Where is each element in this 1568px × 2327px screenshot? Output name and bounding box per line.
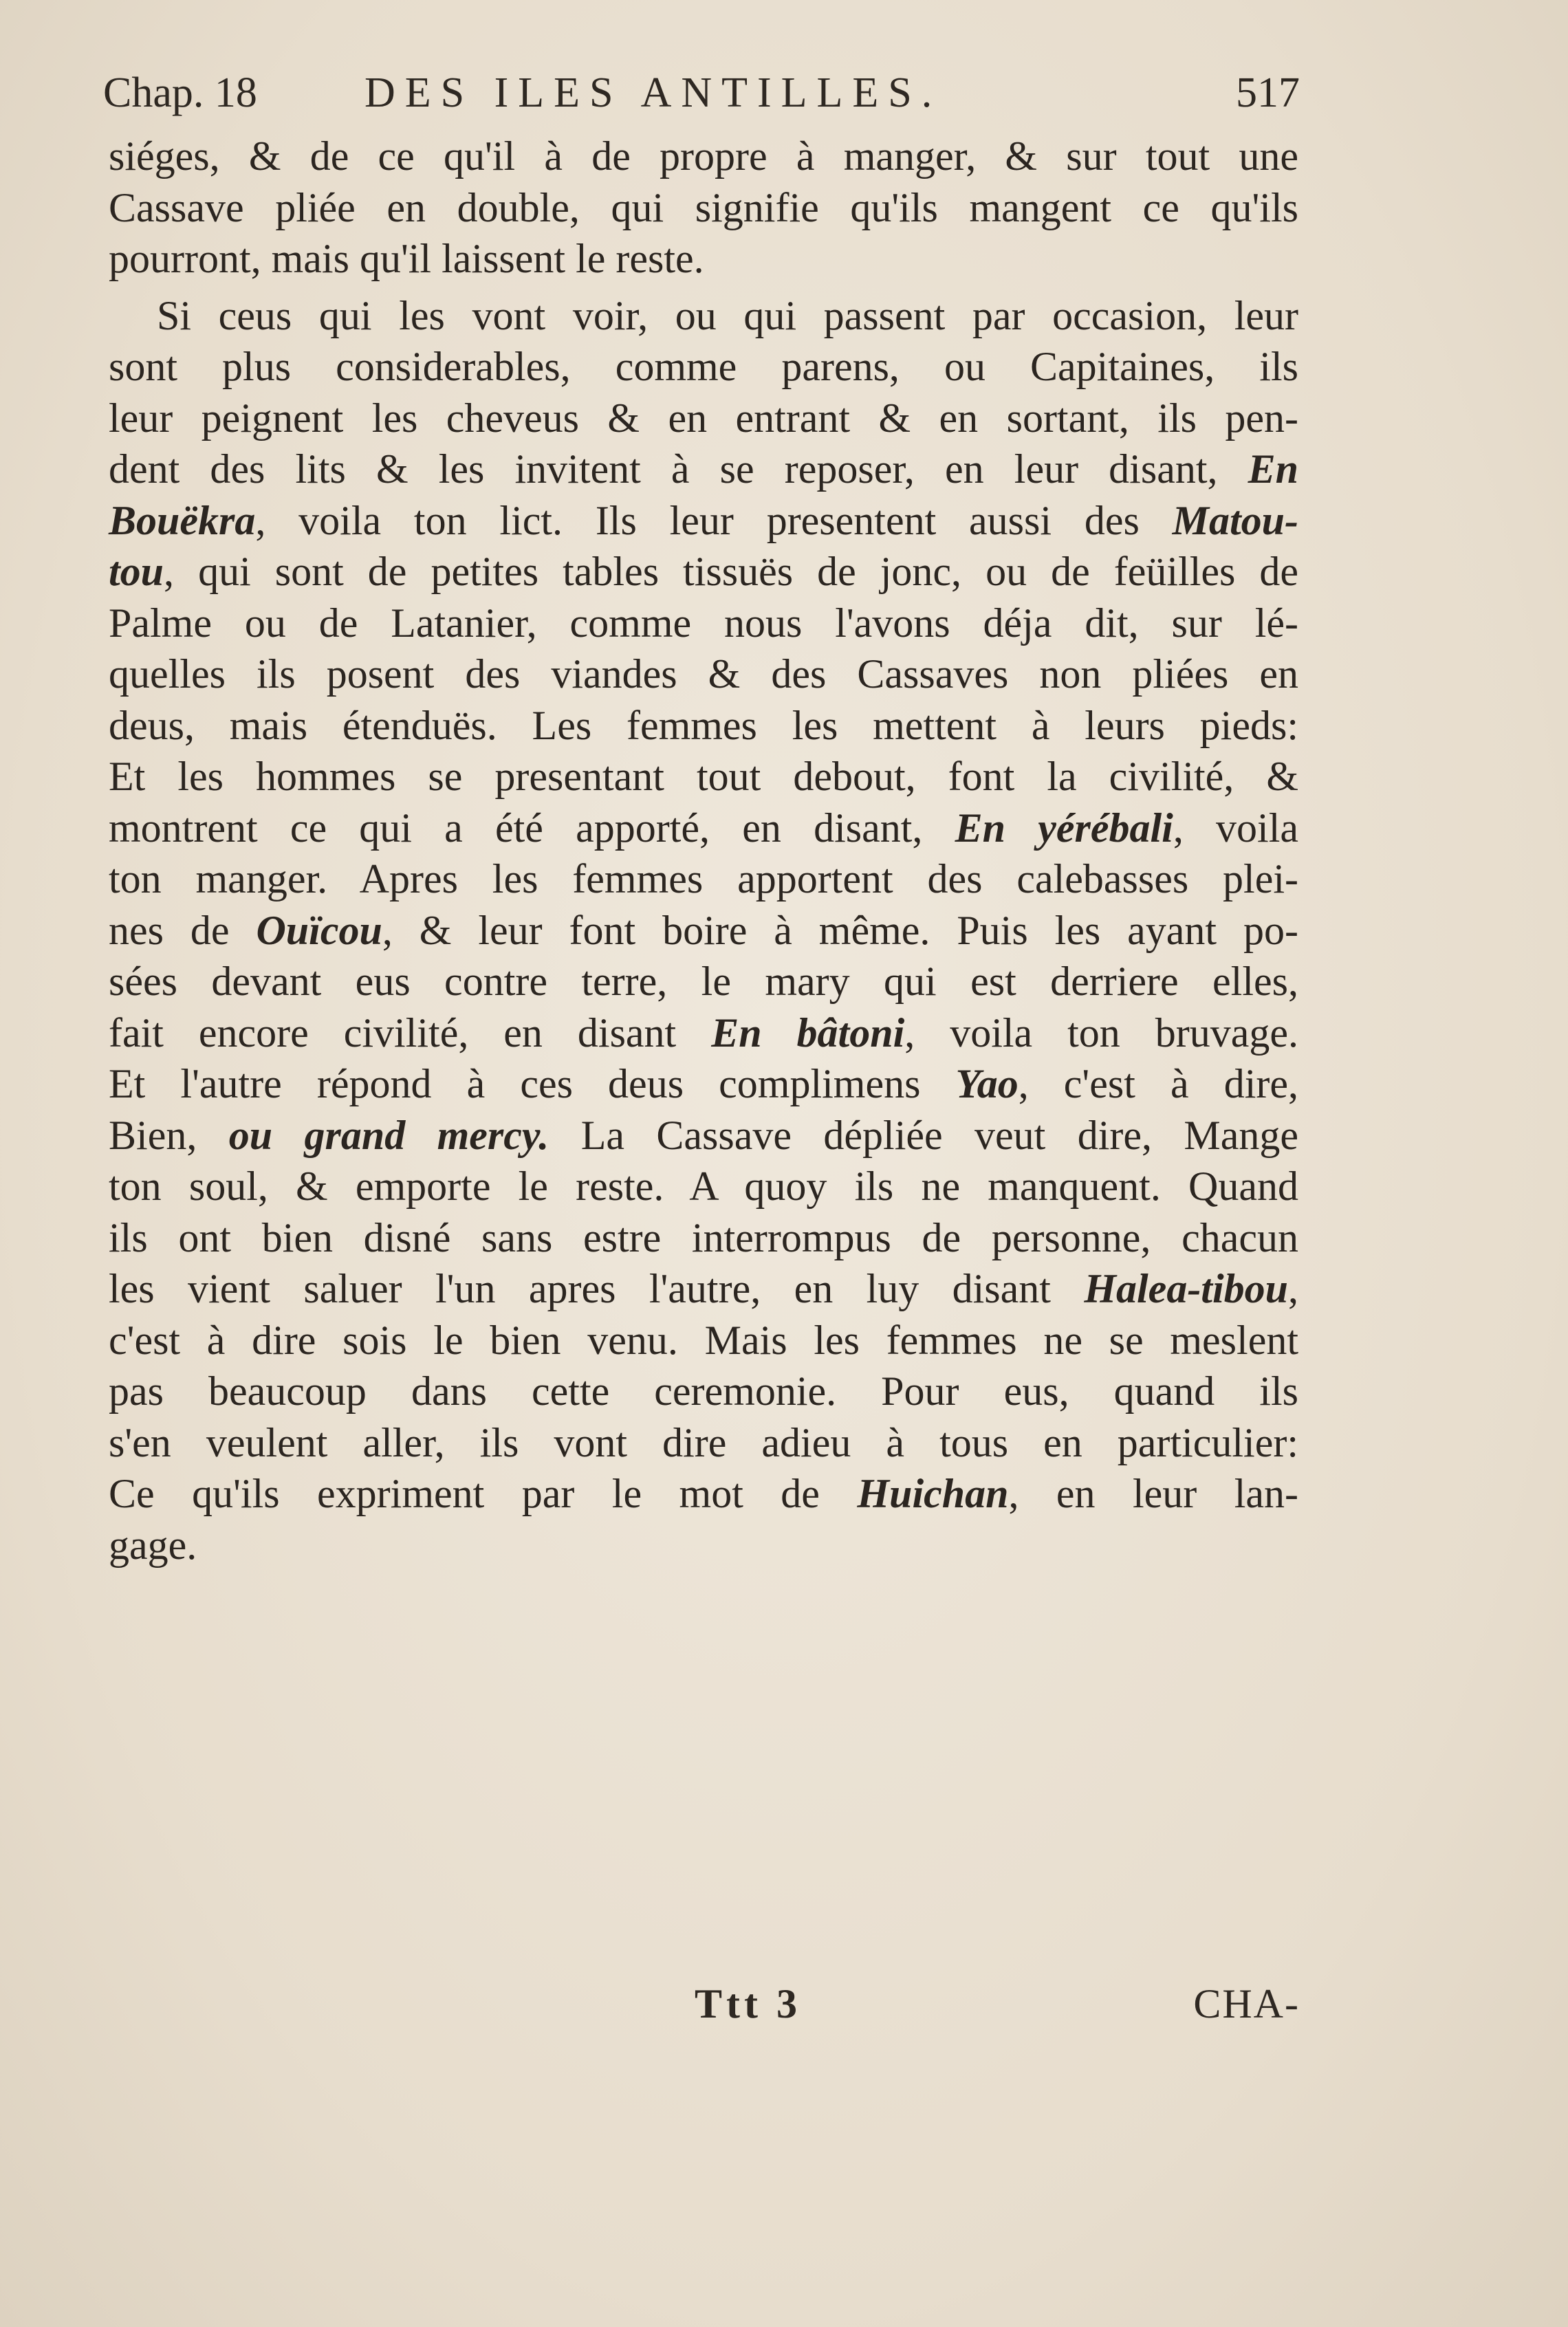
text-run: , voila ton bruvage. [904, 1009, 1299, 1056]
ghost-block [96, 1582, 1307, 1631]
text-line [109, 444, 1298, 495]
running-header [103, 69, 1300, 124]
text-run: La Cassave dépliée veut dire, Mange [580, 1112, 1299, 1158]
carib-word: Matou- [1172, 497, 1298, 543]
page-number: 517 [1236, 69, 1300, 116]
text-line [109, 1110, 1298, 1161]
text-run: , en leur lan- [1008, 1471, 1299, 1516]
text-run: , c'est à dire, [1018, 1061, 1299, 1106]
text-line [109, 1058, 1298, 1110]
carib-word: En yérébali [955, 805, 1173, 851]
body-text [109, 131, 1298, 1571]
text-run: Ce qu'ils expriment par le mot de [109, 1471, 820, 1516]
text-line: sont plus considerables, comme parens, ou Capitaines, ils [109, 344, 1298, 389]
text-line [109, 802, 1298, 854]
text-run: , qui sont de petites tables tissuës de jonc, ou de feüilles de [164, 549, 1298, 594]
carib-word: Ouïcou [256, 907, 382, 953]
catchword: CHA- [1193, 1981, 1300, 2026]
carib-word: Bouëkra [109, 497, 256, 543]
carib-word: Huichan [857, 1471, 1009, 1516]
text-line: Si ceus qui les vont voir, ou qui passent par occasion, leur [157, 292, 1298, 338]
text-line: Cassave pliée en double, qui signifie qu'ils mangent ce qu'ils [109, 184, 1298, 230]
chapter-label: Chap. 18 [103, 69, 257, 116]
text-run: , & leur font boire à même. Puis les ayant po- [382, 907, 1298, 953]
signature-mark: Ttt 3 [695, 1981, 801, 2026]
text-run: , [1288, 1266, 1299, 1311]
text-run: fait encore civilité, en disant [109, 1009, 677, 1056]
text-line: Palme ou de Latanier, comme nous l'avons déja dit, sur lé- [109, 600, 1298, 646]
carib-word: Halea-tibou [1084, 1266, 1289, 1311]
text-line: c'est à dire sois le bien venu. Mais les femmes ne se meslent [109, 1317, 1298, 1363]
text-run: montrent ce qui a été apporté, en disant, [109, 805, 923, 851]
text-line: leur peignent les cheveus & en entrant & en sortant, ils pen- [109, 395, 1298, 441]
text-line: quelles ils posent des viandes & des Cassaves non pliées en [109, 651, 1298, 697]
text-line: Et les hommes se presentant tout debout, font la civilité, & [109, 754, 1298, 799]
text-line [109, 495, 1298, 547]
text-run: les vient saluer l'un apres l'autre, en luy disant [109, 1266, 1051, 1311]
text-run: Bien, [109, 1112, 197, 1158]
text-run: , voila [1173, 805, 1299, 851]
text-run: Et l'autre répond à ces deus complimens [109, 1061, 921, 1106]
page-footer [103, 1980, 1300, 2035]
text-run: dent des lits & les invitent à se reposer, en leur disant, [109, 446, 1218, 492]
text-line [109, 1468, 1298, 1520]
bleed-through-shadow [96, 1582, 1307, 1631]
text-line: ils ont bien disné sans estre interrompus de personne, chacun [109, 1214, 1298, 1260]
text-line: siéges, & de ce qu'il à de propre à manger, & sur tout une [109, 133, 1298, 179]
italic-phrase: ou grand mercy. [228, 1112, 549, 1158]
paragraph-2 [109, 290, 1298, 1571]
text-line: ton soul, & emporte le reste. A quoy ils ne manquent. Quand [109, 1164, 1298, 1209]
text-run: , voila ton lict. Ils leur presentent aussi des [255, 497, 1140, 543]
running-title: DES ILES ANTILLES. [364, 69, 942, 116]
text-line [109, 1263, 1298, 1315]
text-run: nes de [109, 907, 230, 953]
text-line: ton manger. Apres les femmes apportent des calebasses plei- [109, 856, 1298, 902]
text-line: s'en veulent aller, ils vont dire adieu à tous en particulier: [109, 1419, 1298, 1465]
carib-word: tou [109, 549, 164, 594]
text-line [109, 546, 1298, 598]
text-line: sées devant eus contre terre, le mary qui est derriere elles, [109, 959, 1298, 1004]
text-line: gage. [109, 1522, 197, 1568]
text-line [109, 1007, 1298, 1059]
paragraph-1 [109, 131, 1298, 285]
carib-word: Yao [955, 1061, 1019, 1106]
text-line: pourront, mais qu'il laissent le reste. [109, 236, 704, 281]
carib-word: En [1248, 446, 1298, 492]
carib-word: En bâtoni [711, 1009, 905, 1056]
text-line: pas beaucoup dans cette ceremonie. Pour eus, quand ils [109, 1368, 1298, 1414]
text-line [109, 905, 1298, 957]
text-line: deus, mais étenduës. Les femmes les mettent à leurs pieds: [109, 702, 1298, 748]
